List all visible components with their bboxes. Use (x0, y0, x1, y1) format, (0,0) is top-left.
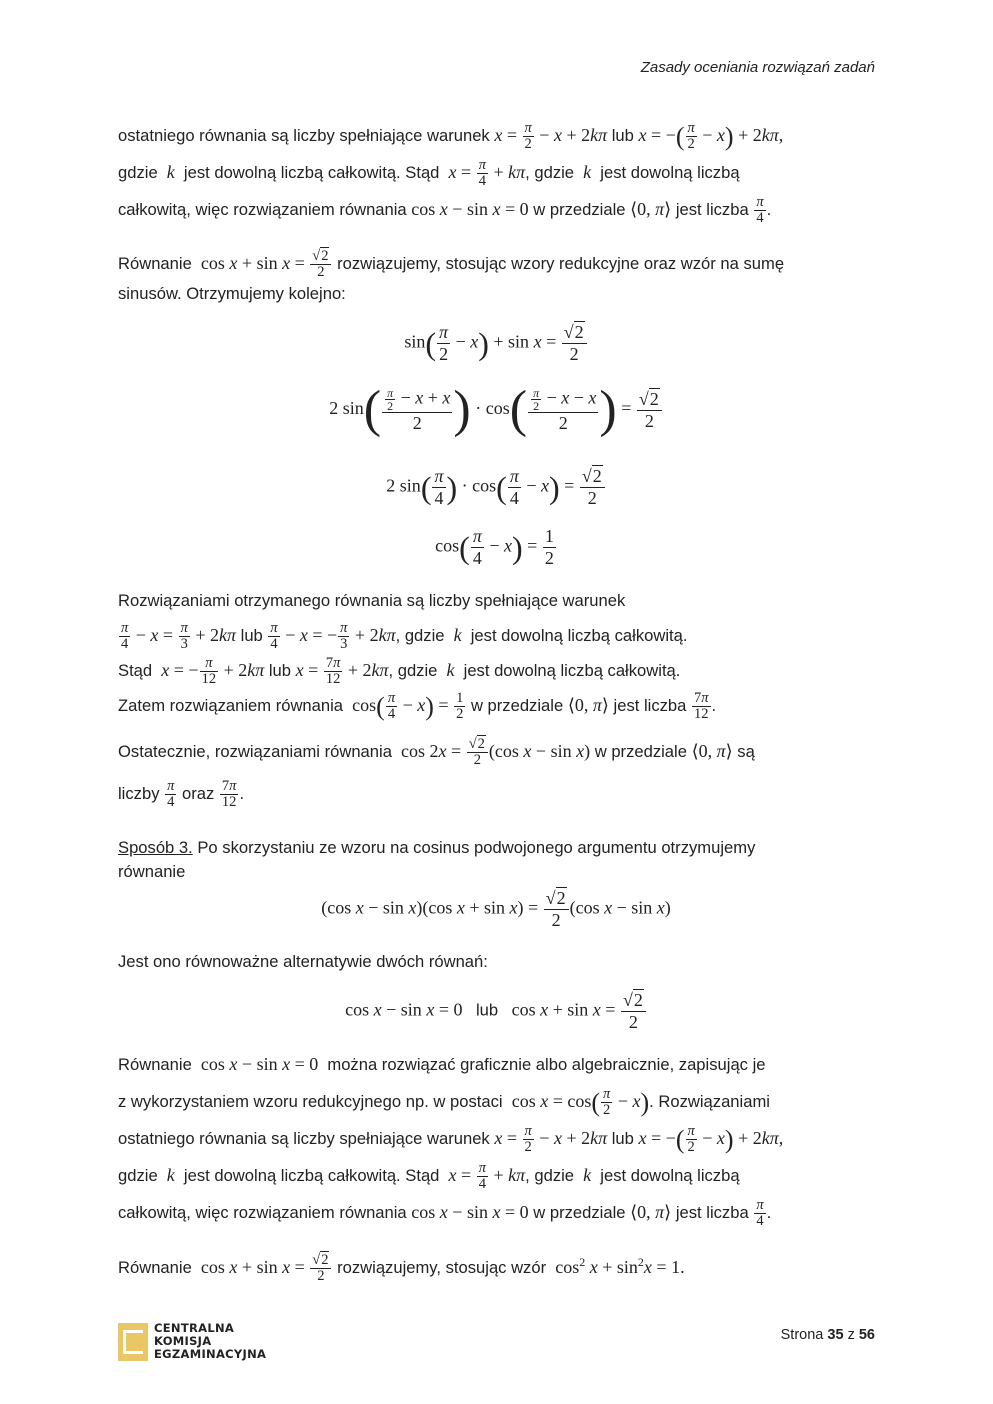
page-number (781, 1327, 875, 1343)
text-line: ostatniego równania są liczby spełniające warunek (118, 1129, 490, 1148)
logo-line: KOMISJA (154, 1334, 212, 1348)
text-line: jest liczba (613, 696, 687, 715)
page-sep: z (847, 1327, 855, 1343)
text-line: jest dowolną liczbą całkowitą. Stąd (183, 163, 440, 182)
equation: 2 sin( $\frac{\pi}{4}$ ) · cos( $\frac{\pi}{4}$ − x) = $\frac{√2}{2}$ (118, 466, 874, 509)
text-line: z wykorzystaniem wzoru redukcyjnego np. w postaci (118, 1092, 503, 1111)
text-line: rozwiązujemy, stosując wzór (337, 1258, 547, 1277)
logo-line: EGZAMINACYJNA (154, 1347, 267, 1361)
text-line: równanie (118, 862, 186, 881)
text-line: Równanie (118, 254, 192, 273)
text-line: , gdzie (388, 661, 438, 680)
paragraph-rownanie-graficznie: Równanie cos x − sin x = 0 można rozwiązać graficznie albo algebraicznie, zapisując je z wykorzystaniem wzoru redukcyjnego np. w postaci cos x = cos( $\frac{\pi}{2}$ − x). Rozwiązaniami ostatniego równania są liczby spełniające warunek x = $\frac{\pi}{2}$ − x + 2kπ lub x = −( $\frac{\pi}{2}$ − x) + 2kπ, gdzie k jest dowolną liczbą całkowitą. Stąd x = $\frac{\pi}{4}$ + kπ, gdzie k jest dowolną liczbą całkowitą, więc rozwiązaniem równania cos x − sin x = 0 w przedziale ⟨0, π⟩ jest liczba $\frac{\pi}{4}$ . (118, 1054, 784, 1230)
text-line: liczby (118, 784, 160, 803)
text-gdzie: , gdzie (525, 163, 575, 182)
cke-logo-text (154, 1322, 266, 1361)
text-line: w przedziale (533, 1203, 626, 1222)
text-line: jest dowolną liczbą (600, 163, 740, 182)
page-header: Zasady oceniania rozwiązań zadań (640, 59, 875, 76)
text-lub: lub (475, 1000, 499, 1020)
equation: cos x − sin x = 0 lub cos x + sin x = $\frac{√2}{2}$ (118, 990, 874, 1033)
cke-logo (118, 1322, 266, 1361)
equation: 2 sin( $\frac{\pi}{2}$ − x + x 2 ) · cos( $\frac{\pi}{2}$ − x − x 2 ) = $\frac{√2}{2}$ (118, 384, 874, 436)
text-line: Zatem rozwiązaniem równania (118, 696, 344, 715)
text-line: jest dowolną liczbą całkowitą. (470, 626, 688, 645)
paragraph-ostatecznie: Ostatecznie, rozwiązaniami równania cos 2x = $\frac{√2}{2}$ (cos x − sin x) w przedziale ⟨0, π⟩ są liczby $\frac{\pi}{4}$ oraz $\frac{7\pi}{12}$ . (118, 736, 755, 811)
text-line: jest liczba (675, 1203, 749, 1222)
text-line: w przedziale (533, 200, 626, 219)
text-line: są (737, 742, 755, 761)
page-total: 56 (858, 1327, 875, 1343)
text-line: jest dowolną liczbą całkowitą. (463, 661, 681, 680)
text-lub: lub (240, 626, 263, 645)
text-lub: lub (268, 661, 292, 680)
text-line: w przedziale (594, 742, 687, 761)
paragraph-rozwiazaniami: Rozwiązaniami otrzymanego równania są liczby spełniające warunek $\frac{\pi}{4}$ − x = $\frac{\pi}{3}$ + 2kπ lub $\frac{\pi}{4}$ − x = − $\frac{\pi}{3}$ + 2kπ, gdzie k jest dowolną liczbą całkowitą. Stąd x = − $\frac{\pi}{12}$ + 2kπ lub x = $\frac{7\pi}{12}$ + 2kπ, gdzie k jest dowolną liczbą całkowitą. Zatem rozwiązaniem równania cos( $\frac{\pi}{4}$ − x) = $\frac{1}{2}$ w przedziale ⟨0, π⟩ jest liczba $\frac{7\pi}{12}$ . (118, 591, 717, 723)
text-line: Po skorzystaniu ze wzoru na cosinus podwojonego argumentu otrzymujemy (197, 838, 756, 857)
text-line: rozwiązujemy, stosując wzory redukcyjne oraz wzór na sumę (337, 254, 785, 273)
text-line: Stąd (118, 661, 153, 680)
text-line: Rozwiązaniami otrzymanego równania są liczby spełniające warunek (118, 591, 626, 610)
text-line: Ostatecznie, rozwiązaniami równania (118, 742, 392, 761)
equation: sin( $\frac{\pi}{2}$ − x) + sin x = $\frac{√2}{2}$ (118, 322, 874, 365)
text-line: sinusów. Otrzymujemy kolejno: (118, 284, 346, 303)
text-gdzie: gdzie (118, 1166, 158, 1185)
text-line: jest dowolną liczbą całkowitą. Stąd (183, 1166, 440, 1185)
text-line: , gdzie (395, 626, 445, 645)
paragraph-sposob-3 (118, 836, 874, 884)
text-lub: lub (611, 126, 634, 145)
cke-logo-icon (118, 1323, 148, 1361)
text-line: . Rozwiązaniami (649, 1092, 770, 1111)
text-line: jest liczba (675, 200, 749, 219)
equation: cos( $\frac{\pi}{4}$ − x) = $\frac{1}{2}$ (435, 526, 554, 568)
section-label: Sposób 3. (118, 838, 193, 857)
paragraph-alternatywa (118, 944, 874, 980)
text-gdzie: , gdzie (525, 1166, 575, 1185)
page-prefix: Strona (780, 1327, 824, 1343)
text-line: całkowitą, więc rozwiązaniem równania (118, 1203, 407, 1222)
logo-line: CENTRALNA (154, 1321, 235, 1335)
text-line: można rozwiązać graficznie albo algebraicznie, zapisując je (327, 1055, 766, 1074)
text-gdzie: gdzie (118, 163, 158, 182)
text-line: ostatniego równania są liczby spełniające warunek (118, 126, 490, 145)
equation: (cos x − sin x)(cos x + sin x) = $\frac{√2}{2}$ (cos x − sin x) (321, 888, 671, 930)
paragraph-rownanie: Równanie cos x + sin x = $\frac{√2}{2}$ rozwiązujemy, stosując wzory redukcyjne oraz wzór na sumę sinusów. Otrzymujemy kolejno: (118, 248, 785, 303)
text-line: Równanie (118, 1055, 192, 1074)
text-line: Jest ono równoważne alternatywie dwóch równań: (118, 952, 488, 971)
page-current: 35 (827, 1327, 844, 1343)
paragraph-continuation: ostatniego równania są liczby spełniające warunek x = $\frac{\pi}{2}$ − x + 2kπ lub x = −( $\frac{\pi}{2}$ − x) + 2kπ, gdzie k jest dowolną liczbą całkowitą. Stąd x = $\frac{\pi}{4}$ + kπ, gdzie k jest dowolną liczbą całkowitą, więc rozwiązaniem równania cos x − sin x = 0 w przedziale ⟨0, π⟩ jest liczba $\frac{\pi}{4}$ . (118, 120, 784, 227)
text-line: oraz (182, 784, 215, 803)
text-line: całkowitą, więc rozwiązaniem równania (118, 200, 407, 219)
text-line: Równanie (118, 1258, 192, 1277)
text-line: jest dowolną liczbą (600, 1166, 740, 1185)
text-lub: lub (611, 1129, 634, 1148)
paragraph-rownanie-wzor: Równanie cos x + sin x = $\frac{√2}{2}$ rozwiązujemy, stosując wzór $\cos^2 x + \sin^2x = 1$. (118, 1252, 685, 1285)
text-line: w przedziale (470, 696, 564, 715)
